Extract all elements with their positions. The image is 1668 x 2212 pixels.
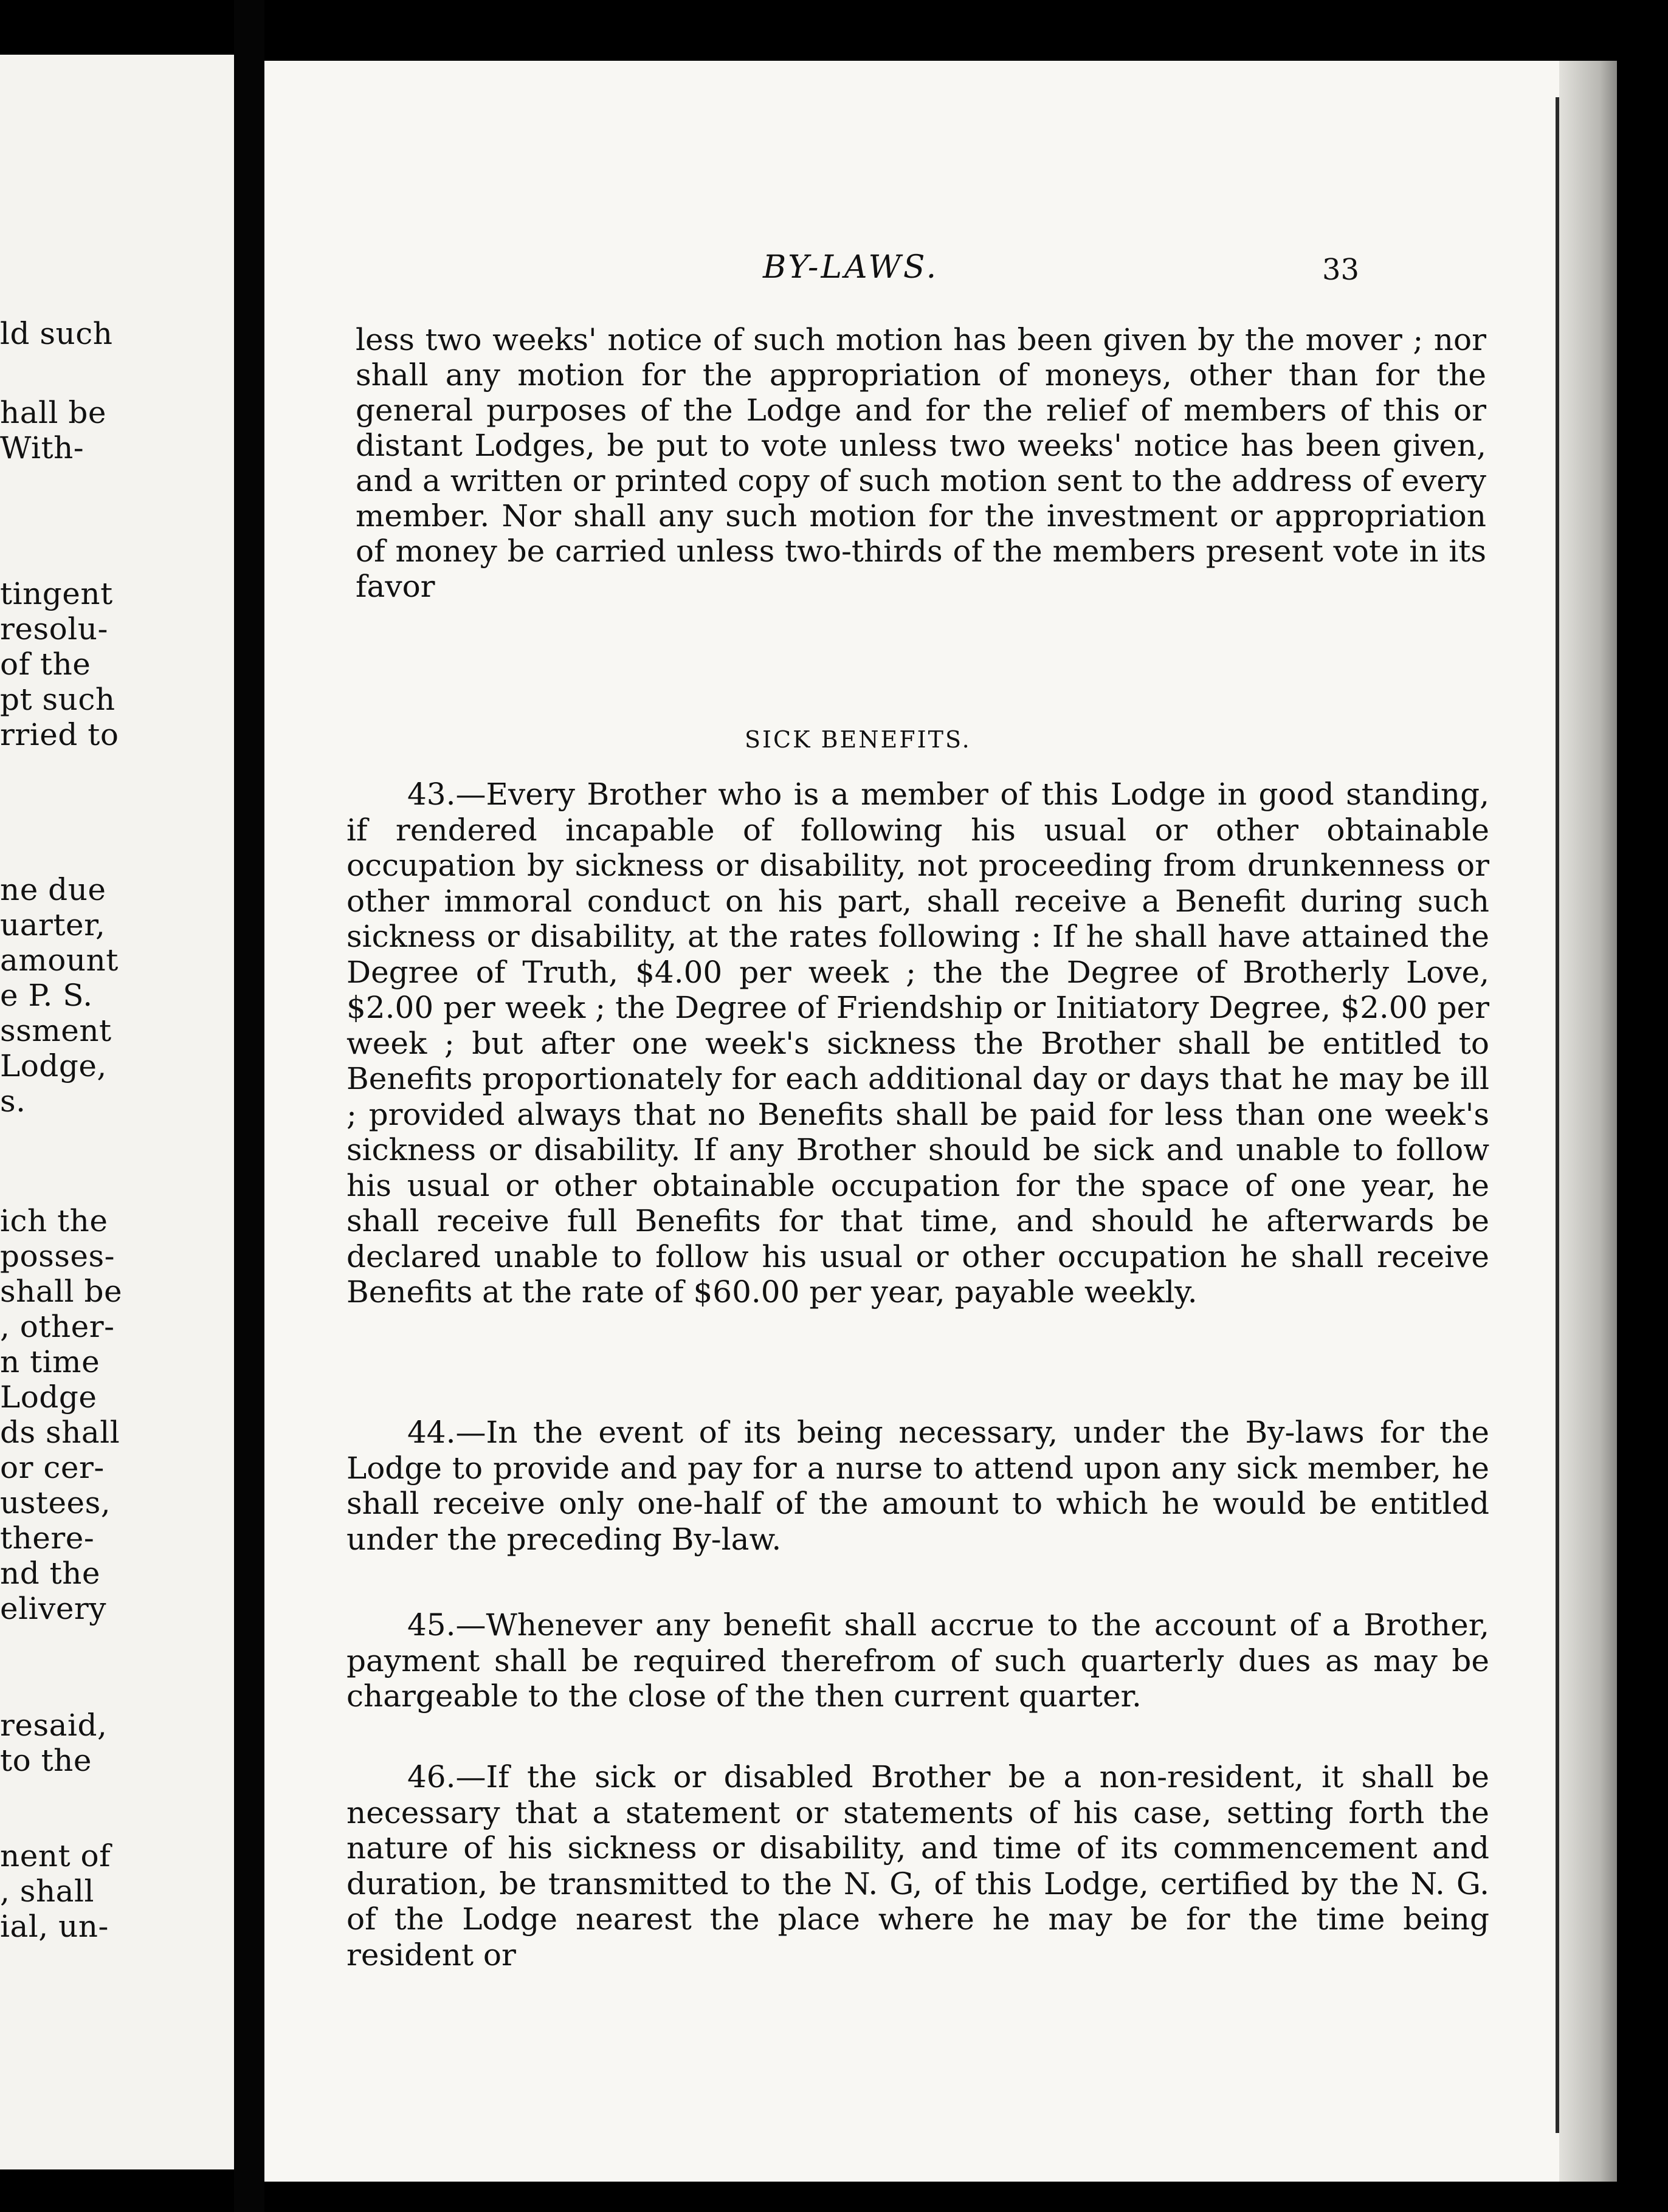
left-fragment: e P. S. <box>0 978 93 1013</box>
left-fragment: s. <box>0 1084 26 1119</box>
left-fragment: n time <box>0 1344 100 1379</box>
left-fragment: , shall <box>0 1874 94 1909</box>
left-fragment: amount <box>0 943 119 978</box>
left-fragment: elivery <box>0 1591 107 1626</box>
left-fragment: resaid, <box>0 1708 108 1743</box>
left-fragment: to the <box>0 1743 92 1778</box>
bylaw-45: 45.—Whenever any benefit shall accrue to the account of a Brother, payment shall be required therefrom of such quarterly dues as may be chargeable to the close of the then current quarter. <box>346 1607 1489 1714</box>
continued-paragraph: less two weeks' notice of such motion has been given by the mover ; nor shall any motion for the appropriation of moneys, other than for the general purposes of the Lodge and for the relief of members of this or distant Lodges, be put to vote unless two weeks' notice has been given, and a written or printed copy of such motion sent to the address of every member. Nor shall any such motion for the investment or appropriation of money be carried unless two-thirds of the members present vote in its favor <box>356 322 1486 604</box>
left-fragment: shall be <box>0 1274 123 1309</box>
page-number: 33 <box>1322 253 1360 287</box>
bylaw-44: 44.—In the event of its being necessary, under the By-laws for the Lodge to provide and pay for a nurse to attend upon any sick member, he shall receive only one-half of the amount to which he would be entitled under the preceding By-law. <box>346 1415 1489 1557</box>
left-page <box>0 55 234 2169</box>
left-fragment: ld such <box>0 316 113 351</box>
left-fragment: ich the <box>0 1203 108 1238</box>
bylaw-43: 43.—Every Brother who is a member of this Lodge in good standing, if rendered incapable of following his usual or other obtainable occupation by sickness or disability, not proceeding from drunkenness or other immoral conduct on his part, shall receive a Benefit during such sickness or disability, at the rates following : If he shall have attained the Degree of Truth, $4.00 per week ; the the Degree of Brotherly Love, $2.00 per week ; the Degree of Friendship or Initiatory Degree, $2.00 per week ; but after one week's sickness the Brother shall be entitled to Benefits proportionately for each additional day or days that he may be ill ; provided always that no Benefits shall be paid for less than one week's sickness or disability. If any Brother should be sick and unable to follow his usual or other obtainable occupation for the space of one year, he shall receive full Benefits for that time, and should he afterwards be declared unable to follow his usual or other occupation he shall receive Benefits at the rate of $60.00 per year, payable weekly. <box>346 777 1489 1310</box>
left-fragment: nent of <box>0 1838 111 1874</box>
left-fragment: rried to <box>0 717 119 752</box>
left-fragment: of the <box>0 647 91 682</box>
page-edge-shadow <box>1559 61 1617 2182</box>
bylaw-46: 46.—If the sick or disabled Brother be a non-resident, it shall be necessary that a statement or statements of his case, setting forth the nature of his sickness or disability, and time of its commencement and duration, be transmitted to the N. G, of this Lodge, certified by the N. G. of the Lodge nearest the place where he may be for the time being resident or <box>346 1759 1489 1973</box>
left-fragment: Lodge <box>0 1379 97 1415</box>
left-fragment: With- <box>0 430 84 465</box>
left-fragment: ssment <box>0 1013 112 1048</box>
left-fragment: uarter, <box>0 907 106 943</box>
left-fragment: or cer- <box>0 1450 105 1485</box>
left-fragment: , other- <box>0 1309 115 1344</box>
left-fragment: ds shall <box>0 1415 120 1450</box>
left-fragment: ustees, <box>0 1485 111 1520</box>
section-heading: SICK BENEFITS. <box>745 726 971 753</box>
right-page <box>264 61 1617 2182</box>
book-gutter <box>234 0 264 2212</box>
left-fragment: ial, un- <box>0 1909 109 1944</box>
left-fragment: hall be <box>0 395 106 430</box>
left-fragment: posses- <box>0 1238 115 1274</box>
left-fragment: resolu- <box>0 611 108 647</box>
left-fragment: Lodge, <box>0 1048 107 1084</box>
left-fragment: tingent <box>0 576 113 611</box>
left-fragment: ne due <box>0 872 106 907</box>
running-title: BY-LAWS. <box>763 249 939 286</box>
left-fragment: nd the <box>0 1556 100 1591</box>
left-fragment: pt such <box>0 682 115 717</box>
left-fragment: there- <box>0 1520 95 1556</box>
